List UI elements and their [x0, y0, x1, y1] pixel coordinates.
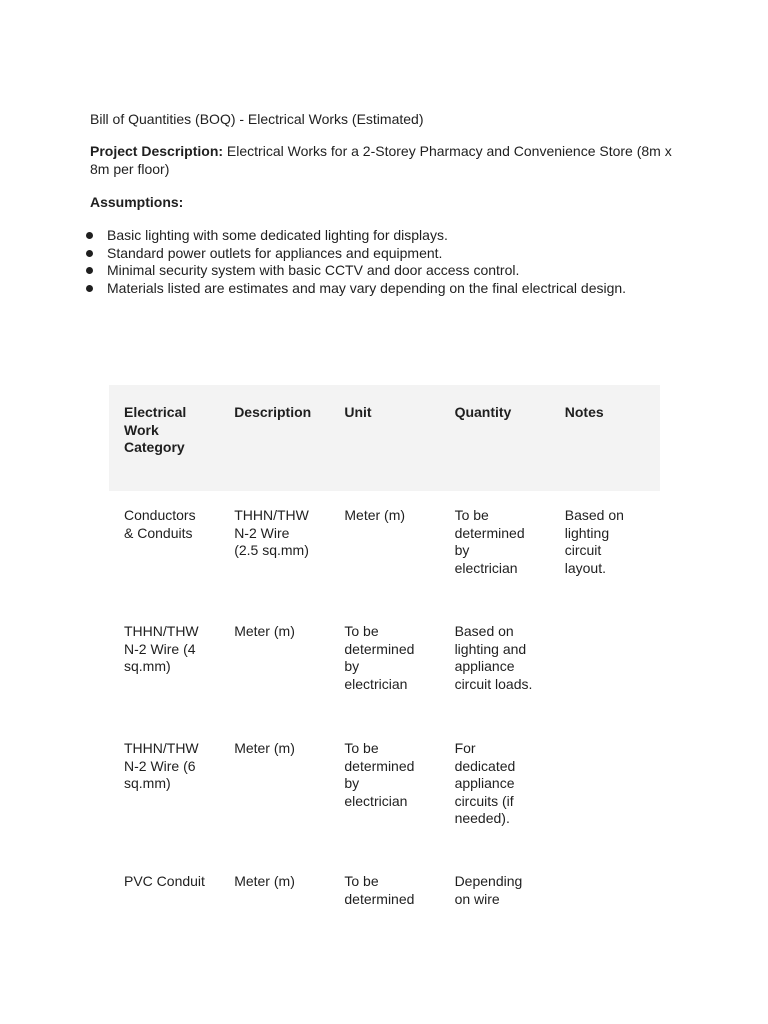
column-header-quantity: Quantity — [440, 385, 550, 491]
table-cell: PVC Conduit — [124, 873, 205, 889]
table-cell: To be determined by electrician — [454, 507, 525, 576]
bullet-icon — [86, 232, 93, 239]
table-cell: THHN/THW N-2 Wire (2.5 sq.mm) — [234, 507, 309, 558]
column-header-category: Electrical Work Category — [109, 385, 219, 491]
assumption-text: Standard power outlets for appliances and equipment. — [107, 244, 443, 261]
table-cell: Meter (m) — [234, 873, 295, 889]
assumptions-list — [84, 227, 724, 297]
project-description-label: Project Description: — [90, 143, 224, 159]
table-cell — [550, 723, 660, 857]
project-description — [90, 143, 680, 178]
document-title: Bill of Quantities (BOQ) - Electrical Works (Estimated) — [90, 111, 424, 127]
table-cell: Depending on wire — [454, 873, 523, 907]
table-cell: To be determined by electrician — [344, 623, 415, 692]
table-row — [109, 723, 660, 857]
table-row — [109, 491, 660, 607]
assumption-text: Basic lighting with some dedicated lighting for displays. — [107, 227, 448, 243]
assumption-item — [84, 280, 724, 298]
table-cell — [550, 857, 660, 917]
bullet-icon — [86, 285, 93, 292]
column-header-notes: Notes — [550, 385, 660, 491]
assumptions-heading: Assumptions: — [90, 194, 184, 210]
assumption-item — [84, 227, 724, 245]
table-row — [109, 857, 660, 917]
bullet-icon — [86, 250, 93, 257]
boq-table — [109, 385, 660, 917]
table-cell: THHN/THW N-2 Wire (6 sq.mm) — [124, 740, 199, 791]
table-cell: THHN/THW N-2 Wire (4 sq.mm) — [124, 623, 199, 674]
table-cell: To be determined by electrician — [344, 740, 415, 809]
table-cell: Meter (m) — [234, 740, 295, 756]
table-cell: Meter (m) — [234, 623, 295, 639]
table-cell: For dedicated appliance circuits (if needed). — [454, 740, 516, 826]
table-header-row — [109, 385, 660, 491]
assumption-text: Minimal security system with basic CCTV and door access control. — [107, 262, 520, 279]
table-cell: Conductors & Conduits — [124, 507, 196, 541]
assumption-text: Materials listed are estimates and may vary depending on the final electrical design. — [107, 279, 627, 296]
assumption-item — [84, 262, 724, 280]
table-row — [109, 607, 660, 723]
table-cell: Based on lighting circuit layout. — [564, 507, 624, 576]
assumption-item — [84, 245, 724, 263]
column-header-description: Description — [219, 385, 329, 491]
project-description-text: Electrical Works for a 2-Storey Pharmacy and Convenience Store (8m x 8m per floor) — [90, 143, 672, 177]
table-cell — [550, 607, 660, 723]
column-header-unit: Unit — [329, 385, 439, 491]
table-cell: To be determined — [344, 873, 415, 907]
bullet-icon — [86, 267, 93, 274]
table-cell: Meter (m) — [344, 507, 406, 523]
table-cell: Based on lighting and appliance circuit loads. — [454, 623, 533, 692]
